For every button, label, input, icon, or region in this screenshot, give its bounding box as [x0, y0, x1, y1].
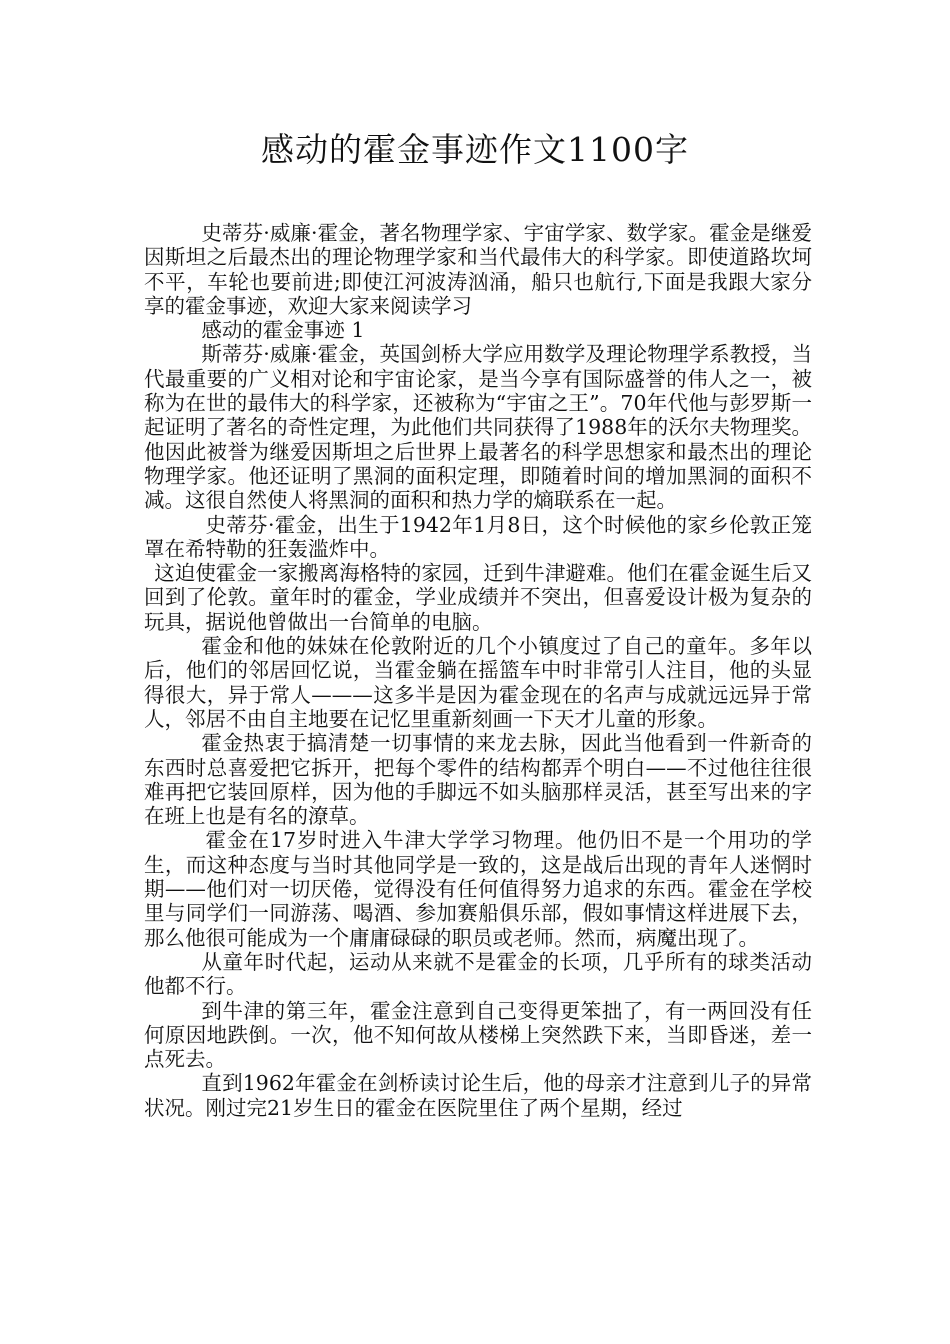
- intro-paragraph: 史蒂芬·威廉·霍金，著名物理学家、宇宙学家、数学家。霍金是继爱因斯坦之后最杰出的理论物理学家和当代最伟大的科学家。即使道路坎坷不平，车轮也要前进;即使江河波涛汹涌，船只也航行,下面是我跟大家分享的霍金事迹，欢迎大家来阅读学习: [144, 221, 812, 318]
- body-paragraph: 霍金在17岁时进入牛津大学学习物理。他仍旧不是一个用功的学生，而这种态度与当时其他同学是一致的，这是战后出现的青年人迷惘时期——他们对一切厌倦，觉得没有任何值得努力追求的东西。霍金在学校里与同学们一同游荡、喝酒、参加赛船俱乐部，假如事情这样进展下去，那么他很可能成为一个庸庸碌碌的职员或老师。然而，病魔出现了。: [144, 828, 812, 950]
- body-paragraph: 霍金和他的妹妹在伦敦附近的几个小镇度过了自己的童年。多年以后，他们的邻居回忆说，当霍金躺在摇篮车中时非常引人注目，他的头显得很大，异于常人———这多半是因为霍金现在的名声与成就远远异于常人，邻居不由自主地要在记忆里重新刻画一下天才儿童的形象。: [144, 634, 812, 731]
- document-title: 感动的霍金事迹作文1100字: [261, 130, 689, 169]
- body-paragraph: 从童年时代起，运动从来就不是霍金的长项，几乎所有的球类活动他都不行。: [144, 949, 812, 999]
- body-paragraph: 直到1962年霍金在剑桥读讨论生后，他的母亲才注意到儿子的异常状况。刚过完21岁生日的霍金在医院里住了两个星期，经过: [144, 1071, 812, 1120]
- document-body: [144, 221, 812, 1120]
- body-paragraph: 霍金热衷于搞清楚一切事情的来龙去脉，因此当他看到一件新奇的东西时总喜爱把它拆开，把每个零件的结构都弄个明白——不过他往往很难再把它装回原样，因为他的手脚远不如头脑那样灵活，甚至写出来的字在班上也是有名的潦草。: [144, 731, 812, 829]
- body-paragraph: 斯蒂芬·威廉·霍金，英国剑桥大学应用数学及理论物理学系教授，当代最重要的广义相对论和宇宙论家，是当今享有国际盛誉的伟人之一，被称为在世的最伟大的科学家，还被称为“宇宙之王”。70年代他与彭罗斯一起证明了著名的奇性定理，为此他们共同获得了1988年的沃尔夫物理奖。他因此被誉为继爱因斯坦之后世界上最著名的科学思想家和最杰出的理论物理学家。他还证明了黑洞的面积定理，即随着时间的增加黑洞的面积不减。这很自然使人将黑洞的面积和热力学的熵联系在一起。: [144, 342, 812, 513]
- body-paragraph: 这迫使霍金一家搬离海格特的家园，迁到牛津避难。他们在霍金诞生后又回到了伦敦。童年时的霍金，学业成绩并不突出，但喜爱设计极为复杂的玩具，据说他曾做出一台简单的电脑。: [144, 561, 812, 634]
- body-paragraph: 史蒂芬·霍金，出生于1942年1月8日，这个时候他的家乡伦敦正笼罩在希特勒的狂轰滥炸中。: [144, 512, 812, 561]
- section-heading: 感动的霍金事迹 1: [201, 318, 365, 343]
- body-paragraph: 到牛津的第三年，霍金注意到自己变得更笨拙了，有一两回没有任何原因地跌倒。一次，他不知何故从楼梯上突然跌下来，当即昏迷，差一点死去。: [144, 998, 812, 1072]
